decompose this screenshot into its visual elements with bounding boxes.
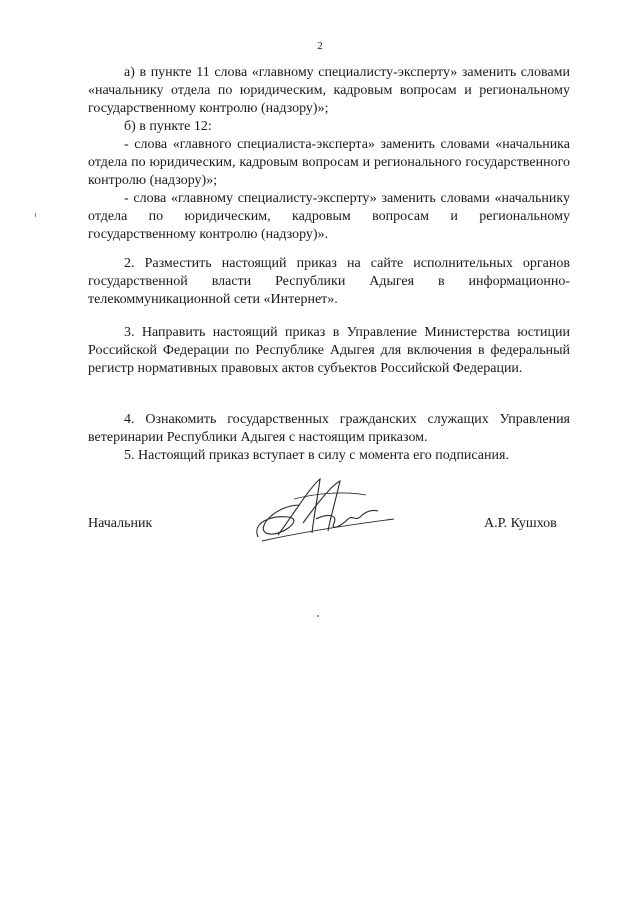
signer-name: А.Р. Кушхов xyxy=(484,516,557,531)
paragraph-5: 5. Настоящий приказ вступает в силу с момента его подписания. xyxy=(124,448,509,463)
page-number: 2 xyxy=(317,40,323,52)
scan-speck xyxy=(317,615,319,617)
signer-title: Начальник xyxy=(88,516,153,531)
item-b-dash-1: - слова «главного специалиста-эксперта» заменить словами «начальника отдела по юридическим, кадровым вопросам и регионального государственного контролю (надзору)»; xyxy=(88,137,570,188)
item-b-dash-2: - слова «главному специалисту-эксперту» заменить словами «начальнику отдела по юридическим, кадровым вопросам и региональному государственному контролю (надзору)». xyxy=(88,191,570,242)
margin-mark xyxy=(35,213,36,217)
item-a-text: а) в пункте 11 слова «главному специалисту-эксперту» заменить словами «начальнику отдела по юридическим, кадровым вопросам и региональному государственному контролю (надзору)»; xyxy=(88,65,570,116)
paragraph-2: 2. Разместить настоящий приказ на сайте исполнительных органов государственной власти Республики Адыгея в информационно-телекоммуникационной сети «Интернет». xyxy=(88,256,570,307)
paragraph-4: 4. Ознакомить государственных гражданских служащих Управления ветеринарии Республики Адыгея с настоящим приказом. xyxy=(88,412,570,445)
signature-image xyxy=(248,475,398,550)
paragraph-3: 3. Направить настоящий приказ в Управление Министерства юстиции Российской Федерации по Республике Адыгея для включения в федеральный регистр нормативных правовых актов субъектов Российской Федерации. xyxy=(88,325,570,376)
item-b-heading: б) в пункте 12: xyxy=(124,119,212,134)
